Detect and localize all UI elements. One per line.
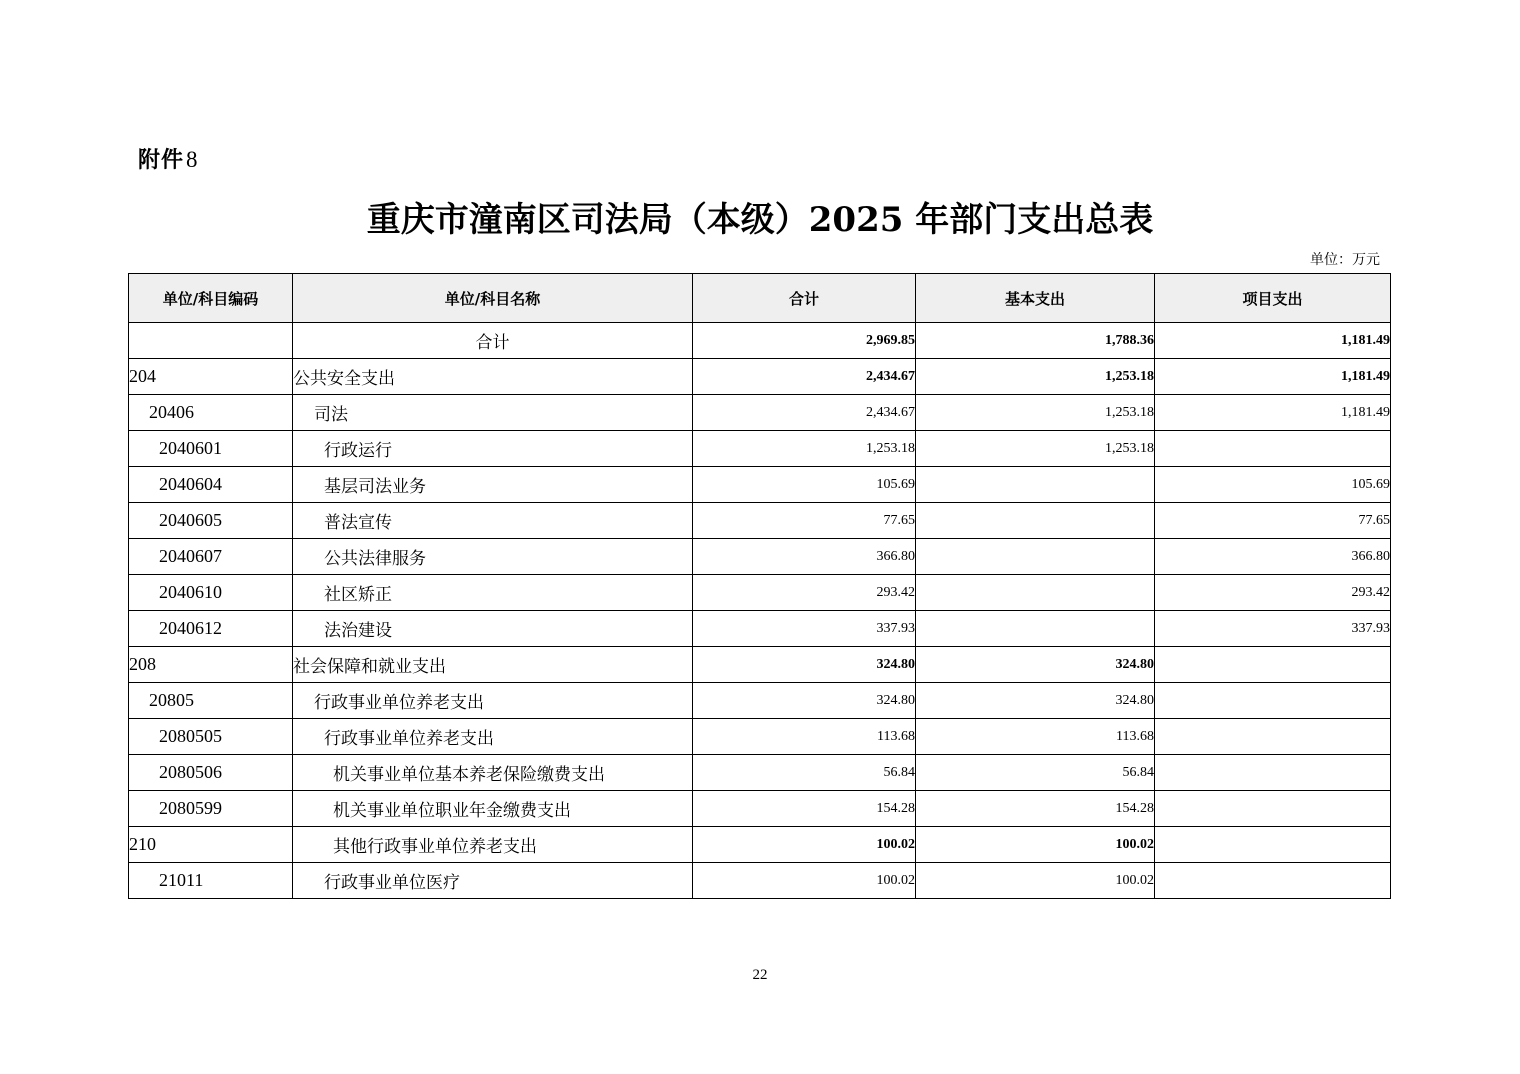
cell-basic: 1,788.36: [916, 323, 1155, 359]
cell-basic: 1,253.18: [916, 395, 1155, 431]
cell-name: 普法宣传: [293, 503, 693, 539]
cell-name: 法治建设: [293, 611, 693, 647]
cell-total: 337.93: [693, 611, 916, 647]
cell-total: 2,434.67: [693, 395, 916, 431]
cell-total: 1,253.18: [693, 431, 916, 467]
table-row: [129, 719, 1391, 755]
cell-total: 293.42: [693, 575, 916, 611]
cell-basic: 100.02: [916, 863, 1155, 899]
cell-code: 2040607: [129, 539, 293, 575]
cell-code: 2080506: [129, 755, 293, 791]
cell-name: 社区矫正: [293, 575, 693, 611]
table-row: [129, 395, 1391, 431]
table-row: [129, 539, 1391, 575]
cell-name: 行政事业单位养老支出: [293, 683, 693, 719]
cell-code: 208: [129, 647, 293, 683]
header-total: 合计: [693, 274, 916, 323]
cell-code: 20406: [129, 395, 293, 431]
table-row: [129, 755, 1391, 791]
attachment-label: [138, 143, 199, 174]
cell-basic: 56.84: [916, 755, 1155, 791]
table-row: [129, 827, 1391, 863]
cell-name: 基层司法业务: [293, 467, 693, 503]
cell-total: 113.68: [693, 719, 916, 755]
table-row: [129, 611, 1391, 647]
cell-project: [1155, 647, 1391, 683]
cell-total: 366.80: [693, 539, 916, 575]
cell-project: [1155, 719, 1391, 755]
attachment-number: 8: [186, 147, 199, 172]
cell-basic: 113.68: [916, 719, 1155, 755]
table-body: [129, 323, 1391, 899]
table-row: [129, 575, 1391, 611]
cell-project: [1155, 755, 1391, 791]
cell-name: 社会保障和就业支出: [293, 647, 693, 683]
table-row: [129, 503, 1391, 539]
cell-project: 366.80: [1155, 539, 1391, 575]
cell-project: 1,181.49: [1155, 395, 1391, 431]
cell-total: 324.80: [693, 683, 916, 719]
cell-code: 20805: [129, 683, 293, 719]
cell-code: 2080599: [129, 791, 293, 827]
cell-basic: 1,253.18: [916, 431, 1155, 467]
table-header-row: [129, 274, 1391, 323]
attachment-label-text: 附件: [138, 148, 185, 173]
cell-name: 合计: [293, 323, 693, 359]
cell-code: 204: [129, 359, 293, 395]
cell-project: 1,181.49: [1155, 323, 1391, 359]
cell-total: 77.65: [693, 503, 916, 539]
unit-label: 单位：万元: [1310, 252, 1380, 268]
cell-total: 324.80: [693, 647, 916, 683]
cell-total: 100.02: [693, 863, 916, 899]
cell-basic: 324.80: [916, 647, 1155, 683]
cell-project: 293.42: [1155, 575, 1391, 611]
cell-total: 100.02: [693, 827, 916, 863]
cell-project: 1,181.49: [1155, 359, 1391, 395]
table-row: [129, 863, 1391, 899]
cell-project: [1155, 683, 1391, 719]
cell-code: 2040604: [129, 467, 293, 503]
cell-code: 210: [129, 827, 293, 863]
cell-project: 337.93: [1155, 611, 1391, 647]
cell-name: 其他行政事业单位养老支出: [293, 827, 693, 863]
cell-basic: [916, 503, 1155, 539]
cell-code: [129, 323, 293, 359]
cell-name: 行政事业单位医疗: [293, 863, 693, 899]
cell-code: 2040601: [129, 431, 293, 467]
cell-project: 77.65: [1155, 503, 1391, 539]
cell-project: [1155, 827, 1391, 863]
cell-code: 2080505: [129, 719, 293, 755]
cell-code: 21011: [129, 863, 293, 899]
table-row: [129, 467, 1391, 503]
cell-total: 2,434.67: [693, 359, 916, 395]
cell-name: 机关事业单位职业年金缴费支出: [293, 791, 693, 827]
cell-basic: [916, 539, 1155, 575]
cell-basic: 1,253.18: [916, 359, 1155, 395]
table-row: [129, 323, 1391, 359]
table-row: [129, 647, 1391, 683]
cell-total: 2,969.85: [693, 323, 916, 359]
cell-name: 司法: [293, 395, 693, 431]
header-code: 单位/科目编码: [129, 274, 293, 323]
cell-basic: 154.28: [916, 791, 1155, 827]
cell-code: 2040610: [129, 575, 293, 611]
table-row: [129, 431, 1391, 467]
cell-basic: 100.02: [916, 827, 1155, 863]
header-name: 单位/科目名称: [293, 274, 693, 323]
cell-name: 公共安全支出: [293, 359, 693, 395]
document-title: 重庆市潼南区司法局（本级）2025 年部门支出总表: [366, 200, 1154, 240]
cell-name: 机关事业单位基本养老保险缴费支出: [293, 755, 693, 791]
header-project: 项目支出: [1155, 274, 1391, 323]
table-row: [129, 359, 1391, 395]
cell-name: 行政运行: [293, 431, 693, 467]
cell-project: 105.69: [1155, 467, 1391, 503]
cell-project: [1155, 791, 1391, 827]
page-number: 22: [752, 967, 768, 983]
expenditure-table: [128, 273, 1391, 899]
cell-project: [1155, 431, 1391, 467]
cell-name: 公共法律服务: [293, 539, 693, 575]
cell-code: 2040612: [129, 611, 293, 647]
cell-basic: [916, 611, 1155, 647]
cell-basic: [916, 467, 1155, 503]
cell-name: 行政事业单位养老支出: [293, 719, 693, 755]
cell-total: 56.84: [693, 755, 916, 791]
cell-basic: [916, 575, 1155, 611]
cell-code: 2040605: [129, 503, 293, 539]
table-row: [129, 791, 1391, 827]
table-row: [129, 683, 1391, 719]
cell-total: 154.28: [693, 791, 916, 827]
header-basic: 基本支出: [916, 274, 1155, 323]
cell-basic: 324.80: [916, 683, 1155, 719]
cell-project: [1155, 863, 1391, 899]
cell-total: 105.69: [693, 467, 916, 503]
